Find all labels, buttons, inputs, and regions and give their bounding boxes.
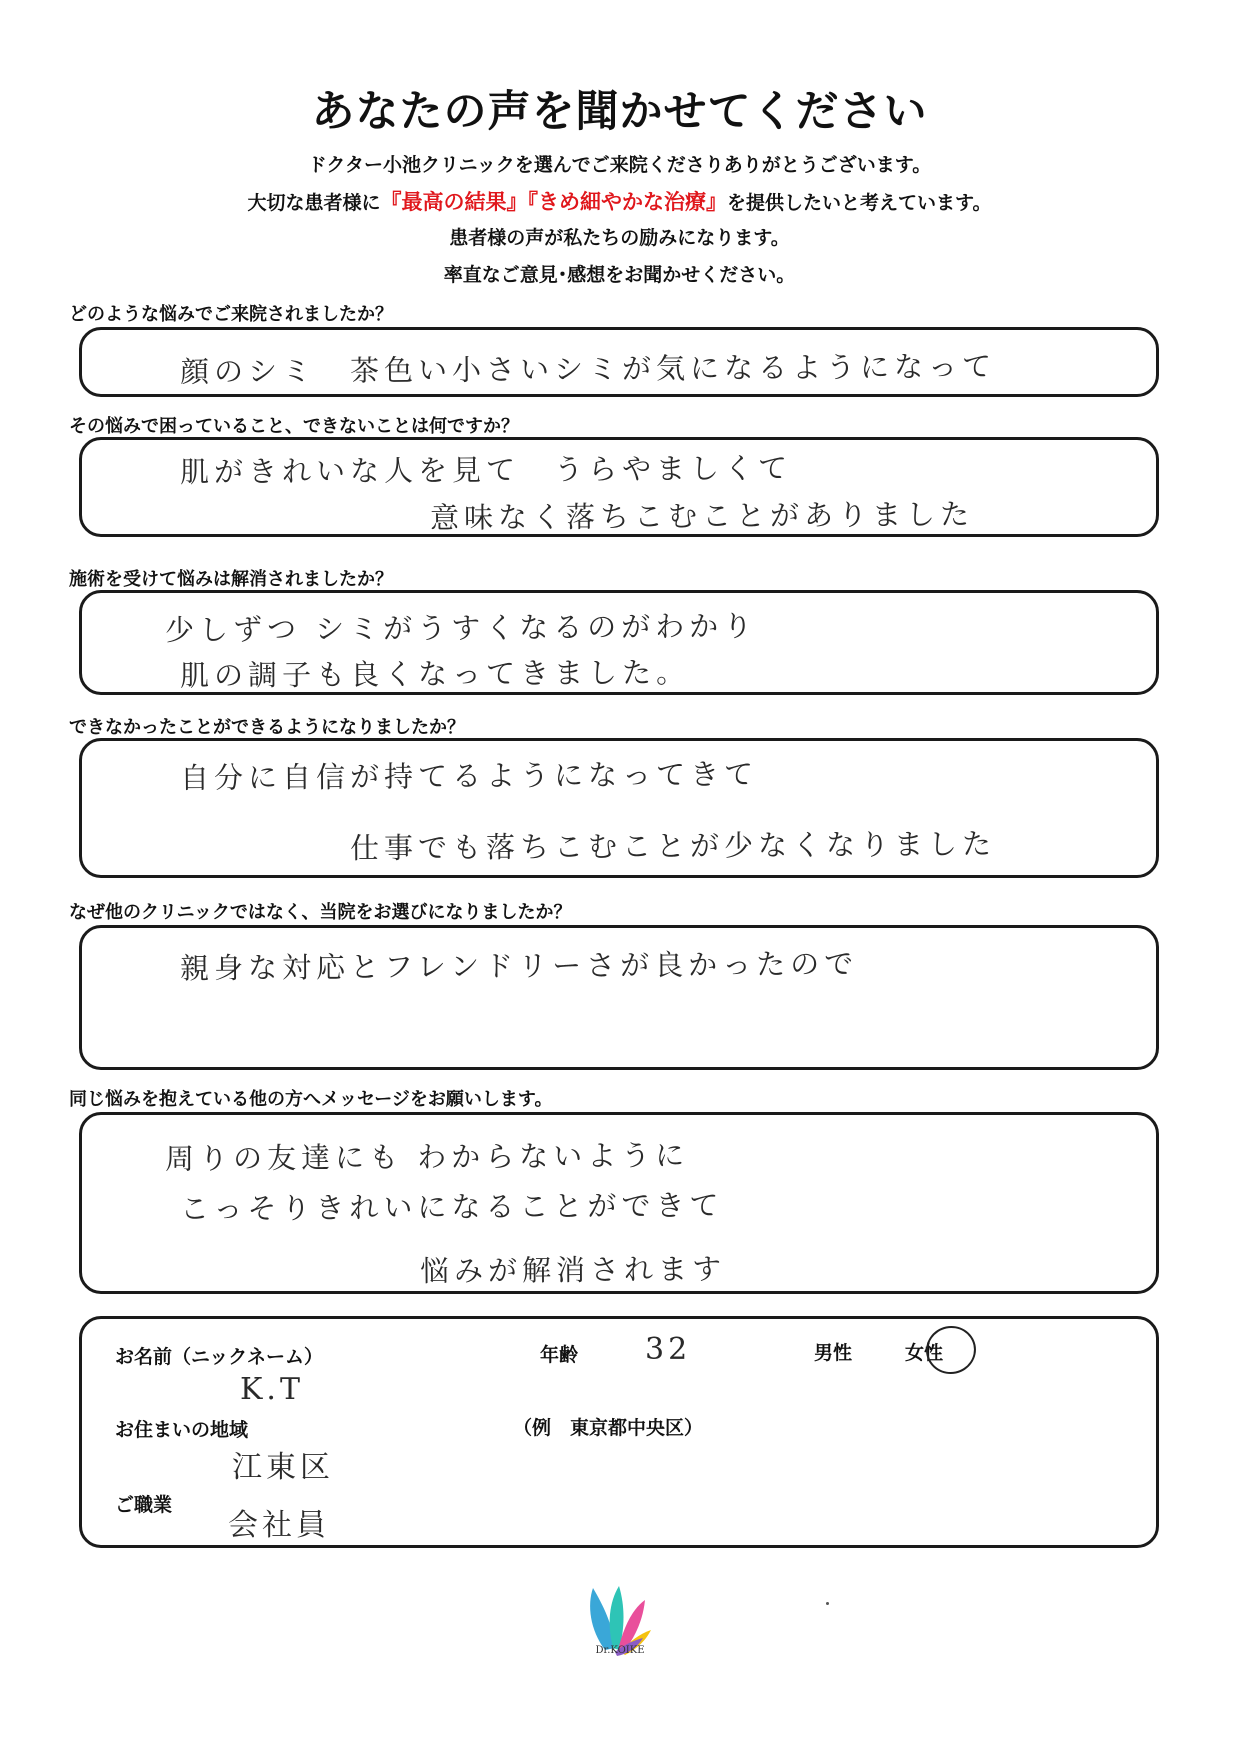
answer-2-line-2: 意味なく落ちこむことがありました <box>429 497 975 535</box>
answer-5-line-1: 親身な対応とフレンドリーさが良かったので <box>179 946 859 986</box>
answer-3-line-2: 肌の調子も良くなってきました。 <box>179 655 691 693</box>
intro-line-2-pre: 大切な患者様に <box>247 192 381 214</box>
intro-line-2-highlight: 『最高の結果』『きめ細やかな治療』 <box>380 190 728 214</box>
answer-1-line-1: 顔のシミ 茶色い小さいシミが気になるようになって <box>179 349 997 389</box>
answer-6-line-3: 悩みが解消されます <box>419 1251 727 1289</box>
area-value: 江東区 <box>232 1450 334 1485</box>
answer-6-line-1: 周りの友達にも わからないように <box>164 1138 690 1176</box>
logo-text: Dr.KOIKE <box>595 1645 645 1656</box>
answer-6-line-2: こっそりきれいになることができて <box>179 1188 724 1226</box>
question-5: なぜ他のクリニックではなく、当院をお選びになりましたか？ <box>69 902 572 923</box>
question-2: その悩みで困っていること、できないことは何ですか？ <box>69 416 519 437</box>
gender-female: 女性 <box>905 1342 944 1364</box>
name-value: K.T <box>240 1372 304 1407</box>
job-label: ご職業 <box>115 1494 173 1516</box>
answer-4-line-1: 自分に自信が持てるようになってきて <box>179 756 759 796</box>
answer-2-line-1: 肌がきれいな人を見て うらやましくて <box>179 450 793 490</box>
page-title: あなたの声を聞かせてください <box>311 87 928 137</box>
gender-male: 男性 <box>814 1342 853 1364</box>
answer-4-line-2: 仕事でも落ちこむことが少なくなりました <box>349 826 997 866</box>
intro-line-3: 患者様の声が私たちの励みになります。 <box>449 227 790 249</box>
intro-line-4: 率直なご意見･感想をお聞かせください。 <box>443 264 796 286</box>
area-example: （例 東京都中央区） <box>513 1417 704 1439</box>
area-label: お住まいの地域 <box>115 1419 249 1441</box>
intro-line-2 <box>0 186 1239 216</box>
age-value: 32 <box>645 1332 692 1367</box>
question-3: 施術を受けて悩みは解消されましたか？ <box>69 569 393 590</box>
name-label: お名前（ニックネーム） <box>115 1346 324 1368</box>
feather-logo-icon <box>585 1580 655 1670</box>
question-1: どのような悩みでご来院されましたか？ <box>69 304 393 325</box>
intro-line-1: ドクター小池クリニックを選んでご来院くださりありがとうございます。 <box>307 154 932 176</box>
job-value: 会社員 <box>228 1508 330 1543</box>
question-4: できなかったことができるようになりましたか？ <box>69 717 465 738</box>
intro-line-2-post: を提供したいと考えています。 <box>727 192 992 214</box>
age-label: 年齢 <box>540 1344 579 1366</box>
stray-mark <box>826 1602 829 1605</box>
answer-3-line-1: 少しずつ シミがうすくなるのがわかり <box>164 608 758 648</box>
question-6: 同じ悩みを抱えている他の方へメッセージをお願いします。 <box>69 1089 553 1110</box>
